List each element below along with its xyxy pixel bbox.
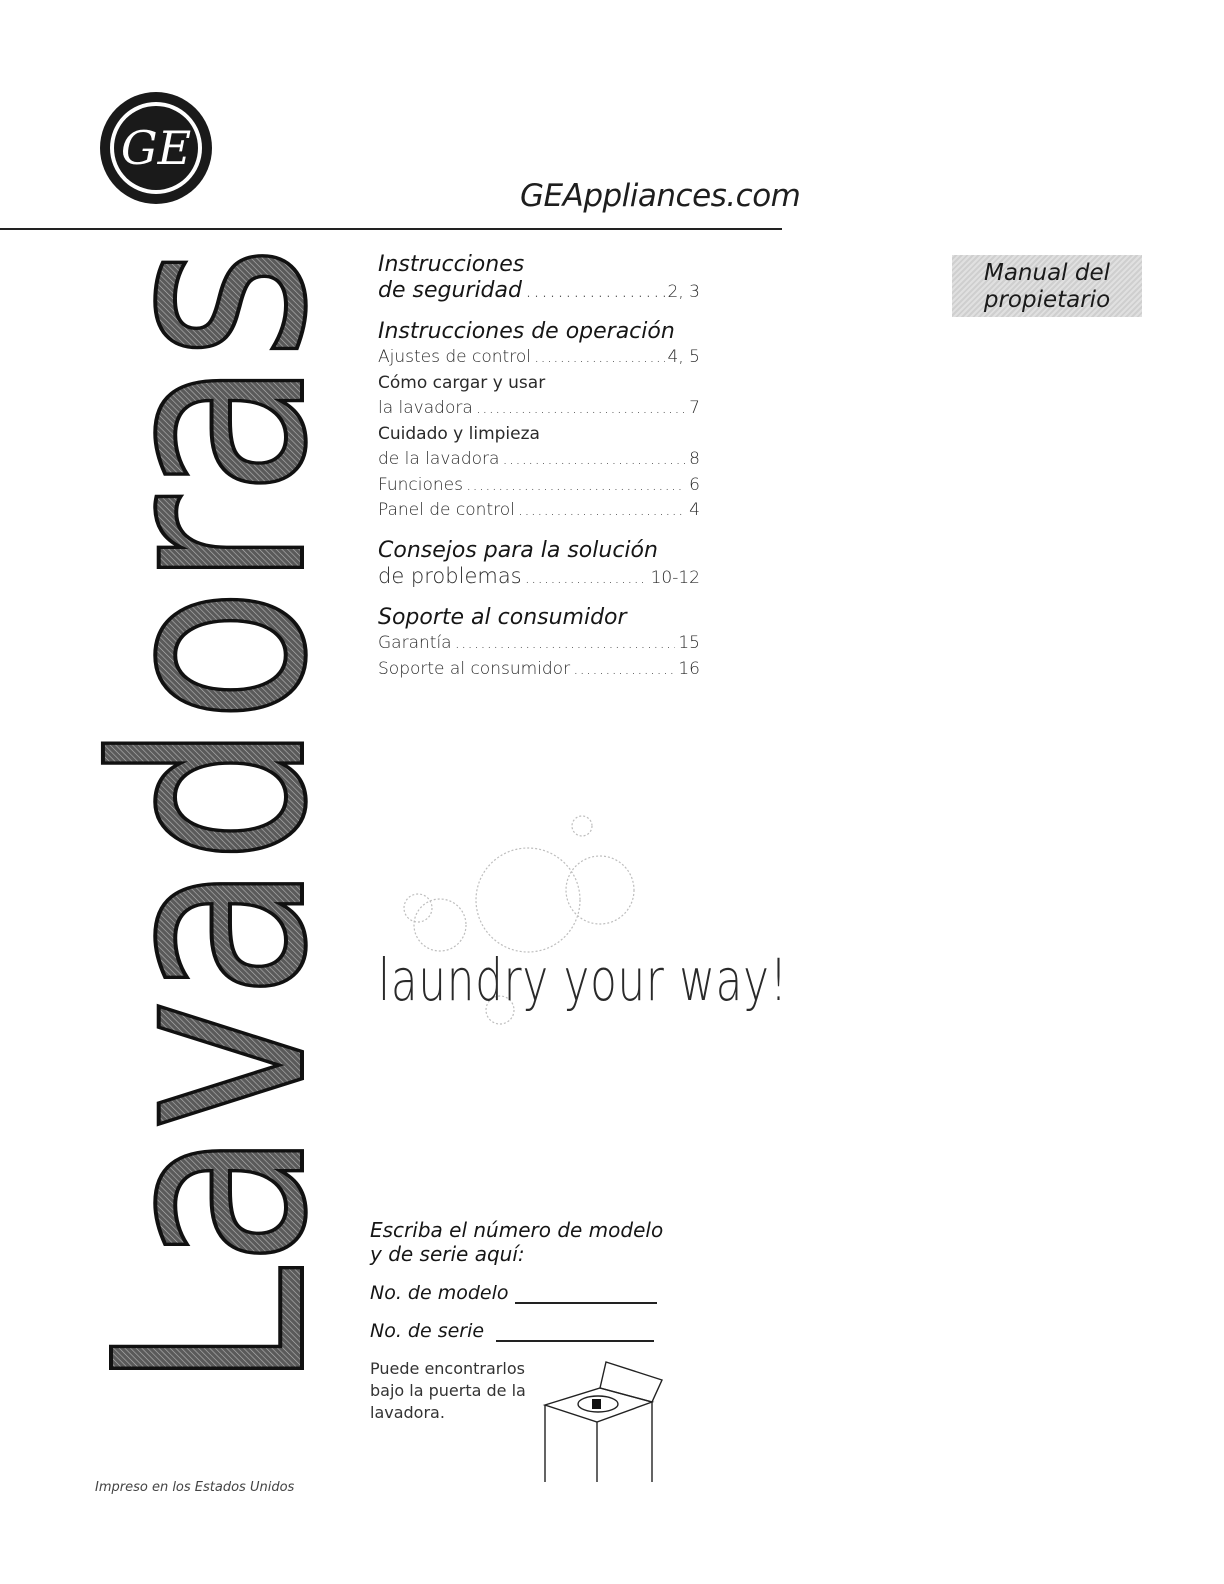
toc-safety-title-1: Instrucciones bbox=[378, 252, 525, 277]
bubble-icon bbox=[414, 899, 466, 951]
toc-page-number: 4, 5 bbox=[667, 347, 700, 367]
toc-entry-label: Funciones bbox=[378, 474, 463, 495]
toc-page-number: 2, 3 bbox=[667, 282, 700, 302]
toc-entry[interactable] bbox=[378, 447, 700, 473]
record-heading-line-2: y de serie aquí: bbox=[370, 1242, 525, 1266]
toc-page-number: 16 bbox=[678, 658, 700, 679]
leader-dots bbox=[466, 473, 686, 499]
bubble-icon bbox=[566, 856, 634, 924]
leader-dots bbox=[573, 657, 675, 683]
toc-page-number: 6 bbox=[689, 474, 700, 495]
toc-operation-title: Instrucciones de operación bbox=[378, 319, 675, 344]
ge-logo-mark bbox=[98, 90, 214, 206]
record-heading bbox=[370, 1218, 670, 1266]
bubble-icon bbox=[404, 894, 432, 922]
tagline-artwork bbox=[360, 800, 800, 1080]
serial-number-field[interactable] bbox=[370, 1316, 670, 1342]
bubbles-illustration bbox=[360, 800, 800, 1080]
toc-support-title: Soporte al consumidor bbox=[378, 605, 627, 630]
owners-manual-badge bbox=[952, 255, 1142, 317]
header-divider bbox=[0, 228, 782, 230]
model-number-field[interactable] bbox=[370, 1278, 670, 1304]
leader-dots bbox=[534, 345, 665, 371]
table-of-contents bbox=[378, 252, 700, 696]
toc-entry[interactable] bbox=[378, 473, 700, 499]
toc-entry-label: Cuidado y limpieza bbox=[378, 423, 540, 444]
record-heading-line-1: Escriba el número de modelo bbox=[370, 1218, 664, 1242]
ge-logo bbox=[98, 90, 214, 206]
toc-safety-title-2: de seguridad bbox=[378, 278, 522, 303]
toc-entry-label: Panel de control bbox=[378, 500, 515, 520]
toc-troubleshooting-line2: de problemas bbox=[378, 563, 522, 588]
footer-print-note: Impreso en los Estados Unidos bbox=[95, 1480, 295, 1495]
tagline: laundry your way! bbox=[378, 946, 788, 1014]
toc-entry[interactable] bbox=[378, 631, 700, 657]
toc-entry-label: Ajustes de control bbox=[378, 347, 531, 367]
toc-section-support bbox=[378, 605, 700, 682]
title-block bbox=[90, 240, 320, 1390]
leader-dots bbox=[525, 566, 648, 592]
toc-entry-label: Soporte al consumidor bbox=[378, 658, 571, 679]
page-title: Lavador bbox=[90, 333, 320, 1390]
toc-section-troubleshooting bbox=[378, 538, 700, 592]
badge-line-1: Manual del bbox=[983, 260, 1111, 286]
toc-page-number: 7 bbox=[689, 398, 700, 418]
bubble-icon bbox=[476, 848, 580, 952]
toc-troubleshooting-title: Consejos para la solución bbox=[378, 537, 658, 563]
toc-entry-troubleshooting[interactable] bbox=[378, 564, 700, 592]
model-number-label: No. de modelo bbox=[370, 1282, 509, 1304]
toc-page-number: 10-12 bbox=[650, 567, 700, 588]
toc-entry-label: de la lavadora bbox=[378, 449, 500, 469]
toc-entry-label: la lavadora bbox=[378, 398, 473, 418]
toc-entry[interactable] bbox=[378, 345, 700, 371]
washer-icon bbox=[540, 1360, 670, 1490]
badge-line-2: propietario bbox=[983, 287, 1111, 313]
toc-entry[interactable] bbox=[378, 498, 700, 524]
serial-number-label: No. de serie bbox=[370, 1320, 485, 1342]
toc-entry[interactable] bbox=[378, 657, 700, 683]
toc-section-safety bbox=[378, 252, 700, 305]
leader-dots bbox=[502, 447, 686, 473]
leader-dots bbox=[525, 278, 665, 304]
model-number-line[interactable] bbox=[515, 1282, 657, 1304]
leader-dots bbox=[455, 631, 676, 657]
website-url: GEAppliances.com bbox=[520, 178, 801, 214]
toc-entry-safety[interactable] bbox=[378, 278, 700, 305]
toc-entry-label: Cómo cargar y usar bbox=[378, 372, 546, 393]
washer-illustration bbox=[540, 1360, 670, 1490]
vertical-title bbox=[90, 240, 320, 1390]
location-note: Puede encontrarlos bajo la puerta de la lavadora. bbox=[370, 1359, 526, 1422]
leader-dots bbox=[476, 396, 686, 422]
ge-logo-letters: GE bbox=[120, 121, 192, 175]
toc-entry[interactable] bbox=[378, 396, 700, 422]
toc-page-number: 15 bbox=[678, 633, 700, 653]
bubble-icon bbox=[572, 816, 592, 836]
toc-entry-label: Garantía bbox=[378, 633, 452, 653]
serial-number-line[interactable] bbox=[496, 1320, 654, 1342]
leader-dots bbox=[518, 498, 686, 524]
toc-page-number: 8 bbox=[689, 449, 700, 469]
toc-page-number: 4 bbox=[689, 500, 700, 520]
toc-section-operation bbox=[378, 319, 700, 524]
